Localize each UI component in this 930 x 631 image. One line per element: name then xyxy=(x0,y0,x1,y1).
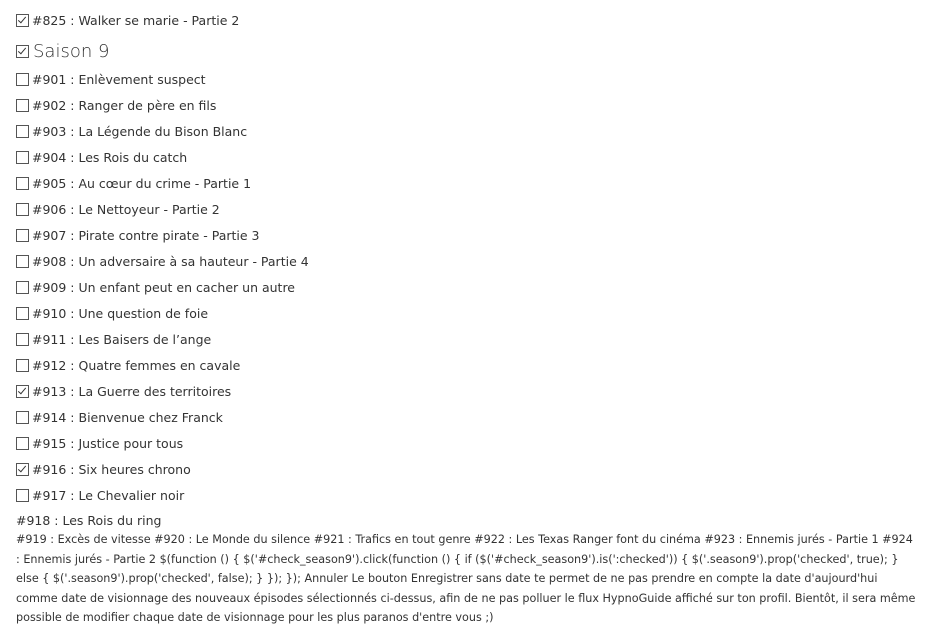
episode-row-916[interactable] xyxy=(16,457,191,483)
episode-checkbox-916[interactable] xyxy=(16,463,29,476)
trailing-raw-text: #919 : Excès de vitesse #920 : Le Monde du silence #921 : Trafics en tout genre #922 : Les Texas Ranger font du cinéma #923 : Ennemis jurés - Partie 1 #924 : Ennemis jurés - Partie 2 $(function () { $('#check_season9').click(function () { if ($('#check_season9').is(':checked')) { $('.season9').prop('checked', true); } else { $('.season9').prop('checked', false); } }); }); Annuler Le bouton Enregistrer sans date te permet de ne pas prendre en compte la date d'aujourd'hui comme date de visionnage des nouveaux épisodes sélectionnés ci-dessus, afin de ne pas polluer le flux HypnoGuide affiché sur ton profil. Bientôt, il sera même possible de modifier chaque date de visionnage pour les plus paranos d'entre vous ;) xyxy=(16,533,916,624)
episode-row-909[interactable] xyxy=(16,274,295,300)
episode-row-911[interactable] xyxy=(16,327,211,353)
episode-label-916: #916 : Six heures chrono xyxy=(32,462,191,478)
episode-row-903[interactable] xyxy=(16,118,247,144)
episode-label-905: #905 : Au cœur du crime - Partie 1 xyxy=(32,175,252,191)
episode-row-904[interactable] xyxy=(16,144,187,170)
episode-checkbox-911[interactable] xyxy=(16,333,29,346)
episode-checkbox-905[interactable] xyxy=(16,177,29,190)
episode-label-906: #906 : Le Nettoyeur - Partie 2 xyxy=(32,201,220,217)
episode-label-902: #902 : Ranger de père en fils xyxy=(32,97,217,113)
episode-label-825: #825 : Walker se marie - Partie 2 xyxy=(32,12,240,28)
episode-row-906[interactable] xyxy=(16,196,220,222)
season-row[interactable] xyxy=(16,37,109,65)
episode-checkbox-913[interactable] xyxy=(16,385,29,398)
episode-row-825[interactable] xyxy=(16,7,239,33)
season-checkbox[interactable] xyxy=(16,45,29,58)
episode-checkbox-908[interactable] xyxy=(16,255,29,268)
episode-checkbox-902[interactable] xyxy=(16,99,29,112)
episode-checkbox-917[interactable] xyxy=(16,489,29,502)
episode-row-901[interactable] xyxy=(16,66,206,92)
episode-row-913[interactable] xyxy=(16,379,231,405)
episode-label-912: #912 : Quatre femmes en cavale xyxy=(32,358,241,374)
episode-label-913: #913 : La Guerre des territoires xyxy=(32,384,232,400)
episode-label-911: #911 : Les Baisers de l’ange xyxy=(32,332,212,347)
episode-row-908[interactable] xyxy=(16,248,309,274)
episode-row-902[interactable] xyxy=(16,92,216,118)
episode-label-917: #917 : Le Chevalier noir xyxy=(32,488,185,504)
episode-row-915[interactable] xyxy=(16,431,183,457)
episode-row-907[interactable] xyxy=(16,222,259,248)
episode-label-903: #903 : La Légende du Bison Blanc xyxy=(32,123,248,139)
episode-label-914: #914 : Bienvenue chez Franck xyxy=(32,410,223,426)
season-title: Saison 9 xyxy=(33,40,110,62)
episode-checkbox-907[interactable] xyxy=(16,229,29,242)
episode-row-905[interactable] xyxy=(16,170,251,196)
episode-918-text: #918 : Les Rois du ring xyxy=(16,513,162,528)
episode-label-908: #908 : Un adversaire à sa hauteur - Partie 4 xyxy=(32,253,309,269)
episode-label-907: #907 : Pirate contre pirate - Partie 3 xyxy=(32,227,260,243)
episode-checkbox-915[interactable] xyxy=(16,437,29,450)
episode-checkbox-904[interactable] xyxy=(16,151,29,164)
episode-checkbox-912[interactable] xyxy=(16,359,29,372)
episode-label-915: #915 : Justice pour tous xyxy=(32,436,184,452)
episode-label-901: #901 : Enlèvement suspect xyxy=(32,71,206,87)
episode-label-910: #910 : Une question de foie xyxy=(32,305,209,321)
episode-checkbox-825[interactable] xyxy=(16,14,29,27)
episode-checkbox-909[interactable] xyxy=(16,281,29,294)
episode-row-912[interactable] xyxy=(16,353,240,379)
episode-row-910[interactable] xyxy=(16,300,208,326)
episode-row-917[interactable] xyxy=(16,483,184,509)
episode-checkbox-901[interactable] xyxy=(16,73,29,86)
episode-label-904: #904 : Les Rois du catch xyxy=(32,149,188,165)
episode-checkbox-906[interactable] xyxy=(16,203,29,216)
episode-label-909: #909 : Un enfant peut en cacher un autre xyxy=(32,279,296,295)
episode-checkbox-910[interactable] xyxy=(16,307,29,320)
episode-checkbox-903[interactable] xyxy=(16,125,29,138)
episode-row-914[interactable] xyxy=(16,405,223,431)
episode-checkbox-914[interactable] xyxy=(16,411,29,424)
